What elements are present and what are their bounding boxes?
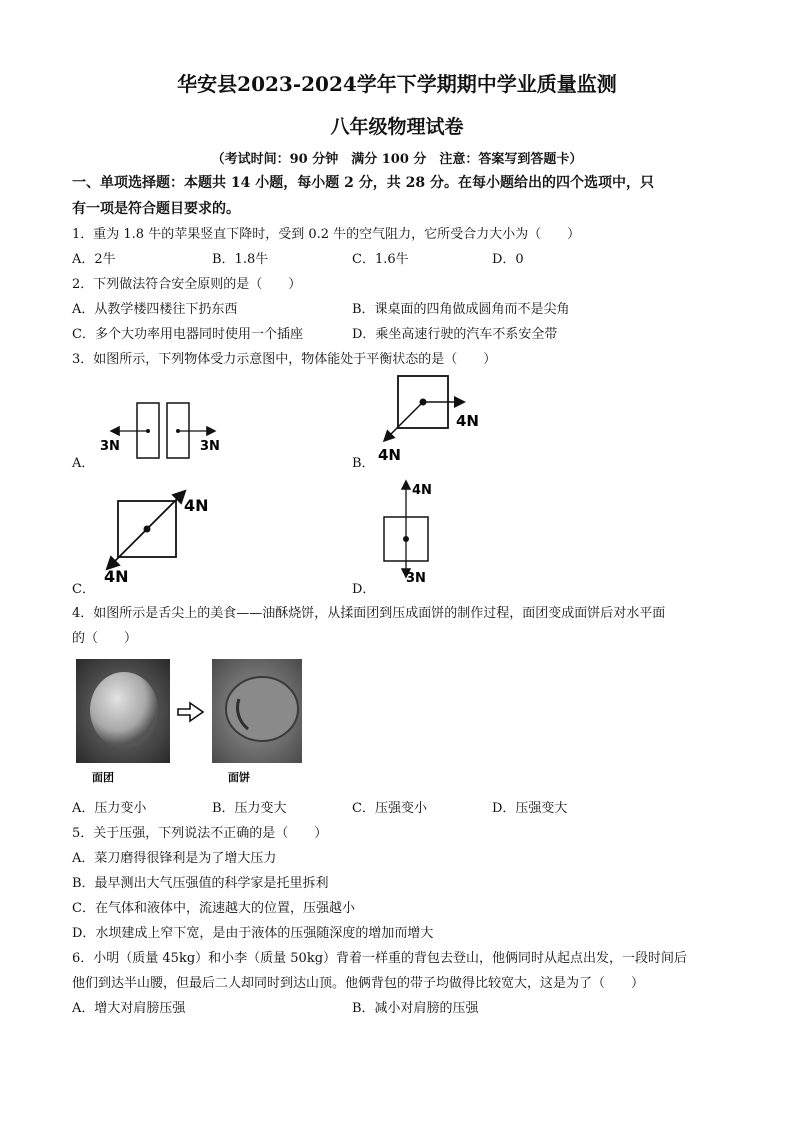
q3-option-c: C． bbox=[72, 582, 95, 597]
q1-option-c: C．1.6牛 bbox=[352, 252, 409, 267]
q5-option-c: C．在气体和液体中，流速越大的位置，压强越小 bbox=[72, 901, 355, 916]
section-heading-line1: 一、单项选择题：本题共 14 小题，每小题 2 分，共 28 分。在每小题给出的四个选项中，只 bbox=[72, 175, 654, 191]
q3-option-a: A． bbox=[72, 456, 95, 471]
q4-caption-pancake: 面饼 bbox=[228, 771, 250, 784]
q2-option-c: C．多个大功率用电器同时使用一个插座 bbox=[72, 327, 303, 342]
q4-figure bbox=[72, 655, 312, 790]
exam-title: 华安县2023-2024学年下学期期中学业质量监测 bbox=[177, 72, 617, 96]
q4-option-b: B．压力变大 bbox=[212, 801, 287, 816]
q2-option-a: A．从教学楼四楼往下扔东西 bbox=[72, 302, 238, 317]
q3b-diag-force: 4N bbox=[378, 446, 401, 464]
exam-info: （考试时间：90 分钟 满分 100 分 注意：答案写到答题卡） bbox=[211, 152, 583, 167]
q3d-down-force: 3N bbox=[406, 571, 426, 586]
q2-stem: 2．下列做法符合安全原则的是（ ） bbox=[72, 277, 302, 292]
q3-figure-d bbox=[372, 472, 462, 588]
q4-option-c: C．压强变小 bbox=[352, 801, 427, 816]
q3-stem: 3．如图所示，下列物体受力示意图中，物体能处于平衡状态的是（ ） bbox=[72, 352, 497, 367]
q2-option-d: D．乘坐高速行驶的汽车不系安全带 bbox=[352, 327, 558, 342]
q6-option-a: A．增大对肩膀压强 bbox=[72, 1001, 186, 1016]
q1-option-d: D．0 bbox=[492, 252, 524, 267]
q2-option-b: B．课桌面的四角做成圆角而不是尖角 bbox=[352, 302, 570, 317]
q3-option-b: B． bbox=[352, 456, 375, 471]
q6-stem-line2: 他们到达半山腰，但最后二人却同时到达山顶。他俩背包的带子均做得比较宽大，这是为了（ ） bbox=[72, 976, 645, 991]
q4-stem-line1: 4．如图所示是舌尖上的美食——油酥烧饼，从揉面团到压成面饼的制作过程，面团变成面饼后对水平面 bbox=[72, 606, 666, 621]
q3c-up-force: 4N bbox=[184, 496, 209, 515]
q4-caption-dough: 面团 bbox=[92, 771, 114, 784]
q1-option-b: B．1.8牛 bbox=[212, 252, 269, 267]
q4-option-a: A．压力变小 bbox=[72, 801, 147, 816]
q3a-left-force: 3N bbox=[100, 439, 120, 454]
q5-stem: 5．关于压强，下列说法不正确的是（ ） bbox=[72, 826, 328, 841]
q5-option-a: A．菜刀磨得很锋利是为了增大压力 bbox=[72, 851, 277, 866]
q3b-right-force: 4N bbox=[456, 412, 479, 430]
q4-stem-line2: 的（ ） bbox=[72, 631, 138, 646]
q3-figure-c bbox=[92, 483, 232, 588]
section-heading-line2: 有一项是符合题目要求的。 bbox=[72, 201, 240, 217]
q5-option-b: B．最早测出大气压强值的科学家是托里拆利 bbox=[72, 876, 329, 891]
q3-figure-a bbox=[90, 395, 230, 465]
q3a-right-force: 3N bbox=[200, 439, 220, 454]
q3d-up-force: 4N bbox=[412, 483, 432, 498]
q6-option-b: B．减小对肩膀的压强 bbox=[352, 1001, 479, 1016]
q3-figure-b bbox=[368, 368, 498, 468]
q1-option-a: A．2牛 bbox=[72, 252, 116, 267]
q3-option-d: D． bbox=[352, 582, 376, 597]
q5-option-d: D．水坝建成上窄下宽，是由于液体的压强随深度的增加而增大 bbox=[72, 926, 434, 941]
exam-subtitle: 八年级物理试卷 bbox=[330, 116, 464, 138]
q4-option-d: D．压强变大 bbox=[492, 801, 568, 816]
q6-stem-line1: 6．小明（质量 45kg）和小李（质量 50kg）背着一样重的背包去登山，他俩同时从起点出发，一段时间后 bbox=[72, 951, 688, 966]
q1-stem: 1．重为 1.8 牛的苹果竖直下降时，受到 0.2 牛的空气阻力，它所受合力大小为（ ） bbox=[72, 227, 581, 242]
q3c-down-force: 4N bbox=[104, 567, 129, 586]
